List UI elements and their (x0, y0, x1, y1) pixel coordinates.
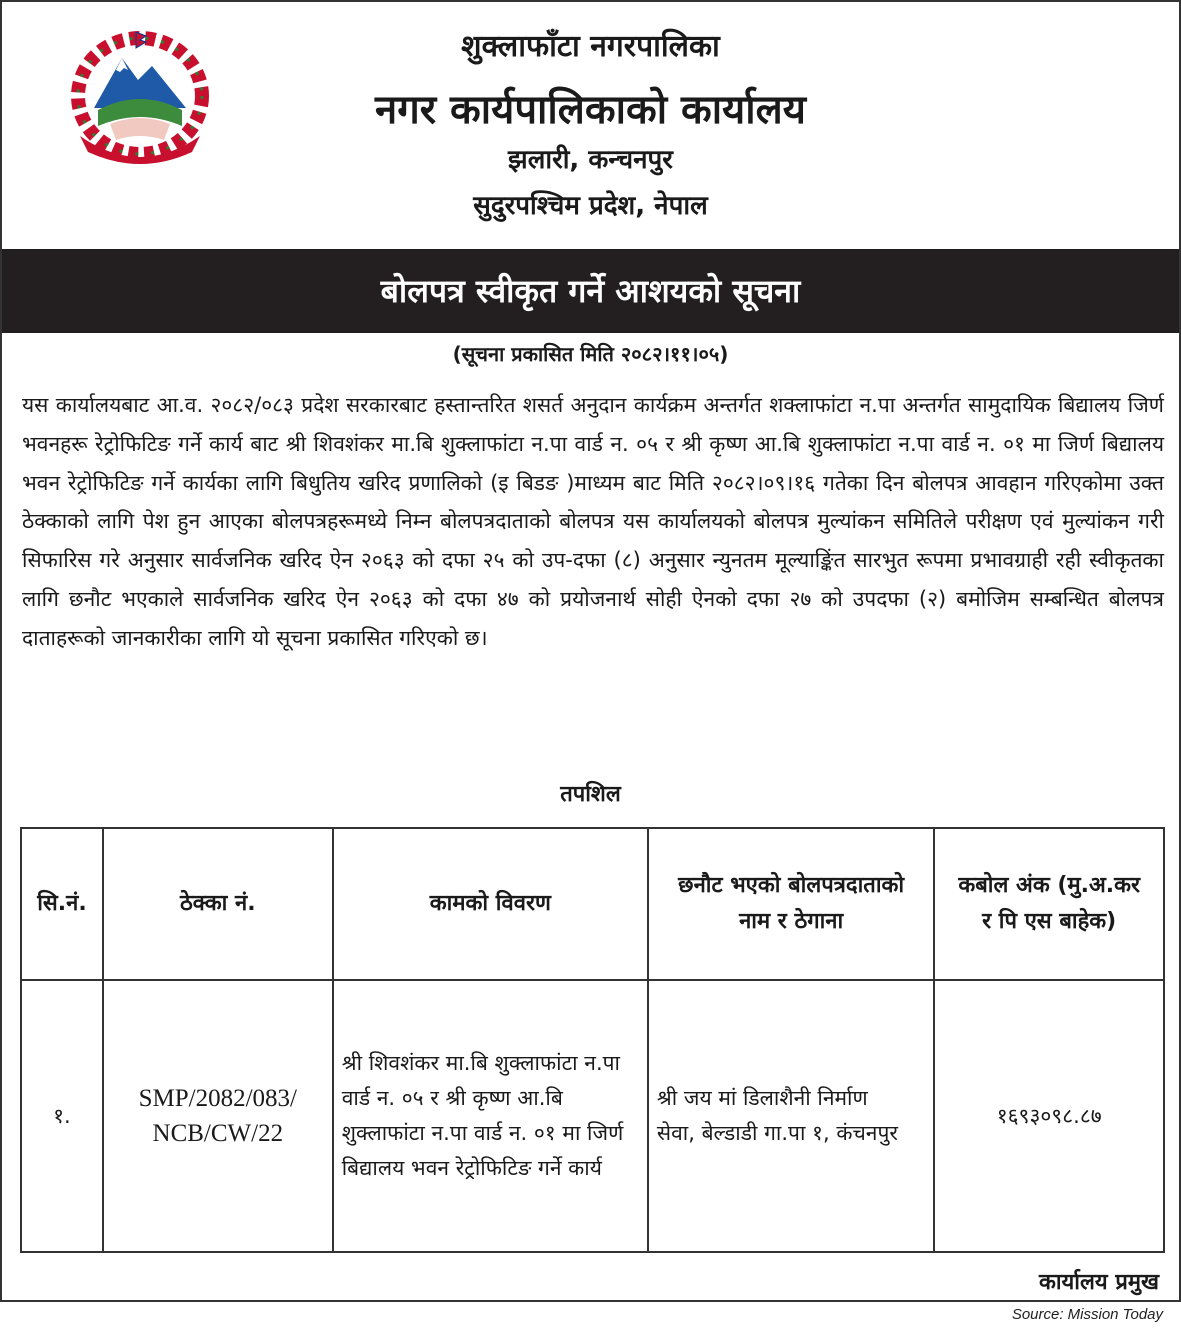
notice-body: यस कार्यालयबाट आ.व. २०८२/०८३ प्रदेश सरकारबाट हस्तान्तरित शसर्त अनुदान कार्यक्रम अन्तर्गत शक्लाफांटा न.पा अन्तर्गत सामुदायिक बिद्यालय जिर्ण भवनहरू रेट्रोफिटिङ गर्ने कार्य बाट श्री शिवशंकर मा.बि शुक्लाफांटा न.पा वार्ड न. ०५ र श्री कृष्ण आ.बि शुक्लाफांटा न.पा वार्ड न. ०१ मा जिर्ण बिद्यालय भवन रेट्रोफिटिङ गर्ने कार्यका लागि बिधुतिय खरिद प्रणालिको (इ बिडङ )माध्यम बाट मिति २०८२।०९।१६ गतेका दिन बोलपत्र आवहान गरिएकोमा उक्त ठेक्काको लागि पेश हुन आएका बोलपत्रहरूमध्ये निम्न बोलपत्रदाताको बोलपत्र यस कार्यालयको बोलपत्र मुल्यांकन समितिले परीक्षण एवं मुल्यांकन गरी सिफारिस गरे अनुसार सार्वजनिक खरिद ऐन २०६३ को दफा २५ को उप-दफा (८) अनुसार न्युनतम मूल्याङ्किंत सारभुत रूपमा प्रभावग्राही रही स्वीकृतका लागि छनौट भएकाले सार्वजनिक खरिद ऐन २०६३ को दफा ४७ को प्रयोजनार्थ सोही ऐनको दफा २७ को उपदफा (२) बमोजिम सम्बन्धित बोलपत्र दाताहरूको जानकारीका लागि यो सूचना प्रकासित गरिएको छ। (22, 393, 1164, 650)
header-bidder: छनौट भएको बोलपत्रदाताको नाम र ठेगाना (648, 828, 934, 980)
municipality-name: शुक्लाफाँटा नगरपालिका (461, 29, 720, 64)
office-name: नगर कार्यपालिकाको कार्यालय (375, 87, 806, 133)
table-row (21, 980, 1164, 1252)
bid-table (20, 827, 1165, 1253)
header-amount: कबोल अंक (मु.अ.कर र पि एस बाहेक) (934, 828, 1164, 980)
notice-header (2, 2, 1179, 248)
cell-bidder: श्री जय मां डिलाशैनी निर्माण सेवा, बेल्डाडी गा.पा १, कंचनपुर (648, 980, 934, 1252)
office-province: सुदुरपश्चिम प्रदेश, नेपाल (473, 191, 708, 221)
cell-sn: १. (21, 980, 103, 1252)
office-location: झलारी, कन्चनपुर (508, 145, 673, 175)
cell-contract-no: SMP/2082/083/ NCB/CW/22 (103, 980, 333, 1252)
notice-title: बोलपत्र स्वीकृत गर्ने आशयको सूचना (2, 249, 1179, 333)
signature-office-chief: कार्यालय प्रमुख (1038, 1270, 1159, 1295)
schedule-heading: तपशिल (560, 782, 621, 807)
table-header-row (21, 828, 1164, 980)
source-credit: Source: Mission Today (1011, 1306, 1163, 1323)
header-contract-no: ठेक्का नं. (103, 828, 333, 980)
header-description: कामको विवरण (333, 828, 648, 980)
cell-amount: १६९३०९८.८७ (934, 980, 1164, 1252)
publish-date: (सूचना प्रकासित मिति २०८२।११।०५) (452, 342, 729, 366)
cell-description: श्री शिवशंकर मा.बि शुक्लाफांटा न.पा वार्ड न. ०५ र श्री कृष्ण आ.बि शुक्लाफांटा न.पा वार्ड न. ०१ मा जिर्ण बिद्यालय भवन रेट्रोफिटिङ गर्ने कार्य (333, 980, 648, 1252)
header-sn: सि.नं. (21, 828, 103, 980)
